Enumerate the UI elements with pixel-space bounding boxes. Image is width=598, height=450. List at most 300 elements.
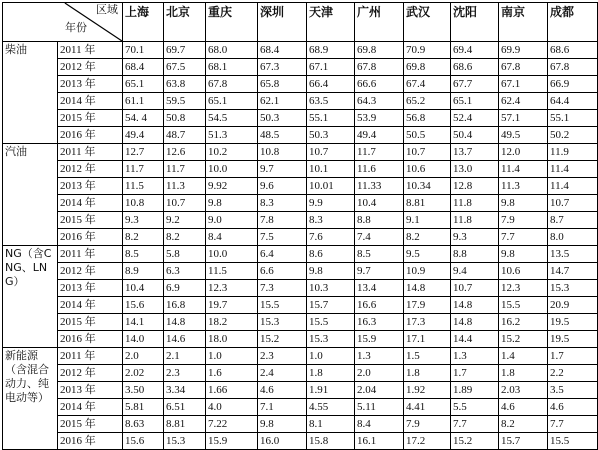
value-cell: 67.3 — [258, 59, 307, 76]
value-cell: 70.1 — [123, 42, 164, 59]
value-cell: 8.2 — [164, 229, 206, 246]
table-row — [3, 127, 598, 144]
value-cell: 63.5 — [307, 93, 355, 110]
value-cell: 8.4 — [206, 229, 258, 246]
value-cell: 9.4 — [451, 263, 499, 280]
value-cell: 1.91 — [307, 382, 355, 399]
value-cell: 57.1 — [499, 110, 548, 127]
value-cell: 14.6 — [164, 331, 206, 348]
value-cell: 69.7 — [164, 42, 206, 59]
value-cell: 15.9 — [206, 433, 258, 450]
value-cell: 48.7 — [164, 127, 206, 144]
value-cell: 1.4 — [499, 348, 548, 365]
year-cell: 2012 年 — [58, 59, 123, 76]
value-cell: 1.8 — [307, 365, 355, 382]
value-cell: 9.8 — [258, 416, 307, 433]
value-cell: 14.8 — [451, 297, 499, 314]
value-cell: 5.11 — [355, 399, 404, 416]
value-cell: 10.7 — [404, 144, 451, 161]
value-cell: 8.81 — [404, 195, 451, 212]
value-cell: 8.8 — [355, 212, 404, 229]
table-row — [3, 399, 598, 416]
value-cell: 8.63 — [123, 416, 164, 433]
value-cell: 69.4 — [451, 42, 499, 59]
value-cell: 14.4 — [451, 331, 499, 348]
value-cell: 1.7 — [548, 348, 598, 365]
value-cell: 8.2 — [123, 229, 164, 246]
year-cell: 2015 年 — [58, 110, 123, 127]
year-cell: 2011 年 — [58, 144, 123, 161]
value-cell: 8.5 — [123, 246, 164, 263]
value-cell: 16.6 — [355, 297, 404, 314]
value-cell: 6.3 — [164, 263, 206, 280]
value-cell: 50.3 — [307, 127, 355, 144]
value-cell: 1.3 — [451, 348, 499, 365]
value-cell: 7.7 — [451, 416, 499, 433]
value-cell: 17.3 — [404, 314, 451, 331]
year-cell: 2011 年 — [58, 246, 123, 263]
value-cell: 10.0 — [206, 161, 258, 178]
value-cell: 66.9 — [548, 76, 598, 93]
value-cell: 48.5 — [258, 127, 307, 144]
value-cell: 8.4 — [355, 416, 404, 433]
value-cell: 10.6 — [404, 161, 451, 178]
value-cell: 1.8 — [499, 365, 548, 382]
value-cell: 65.1 — [206, 93, 258, 110]
corner-label-region: 区域 — [96, 3, 118, 16]
fuel-category-label: 柴油 — [3, 42, 58, 144]
value-cell: 50.4 — [451, 127, 499, 144]
table-row — [3, 263, 598, 280]
value-cell: 11.7 — [164, 161, 206, 178]
table-row — [3, 178, 598, 195]
value-cell: 1.92 — [404, 382, 451, 399]
value-cell: 12.3 — [499, 280, 548, 297]
value-cell: 8.8 — [451, 246, 499, 263]
value-cell: 67.7 — [451, 76, 499, 93]
value-cell: 59.5 — [164, 93, 206, 110]
value-cell: 12.6 — [164, 144, 206, 161]
value-cell: 1.0 — [307, 348, 355, 365]
value-cell: 15.5 — [307, 314, 355, 331]
value-cell: 70.9 — [404, 42, 451, 59]
value-cell: 20.9 — [548, 297, 598, 314]
table-row — [3, 76, 598, 93]
value-cell: 7.7 — [499, 229, 548, 246]
value-cell: 5.5 — [451, 399, 499, 416]
value-cell: 6.6 — [258, 263, 307, 280]
value-cell: 5.8 — [164, 246, 206, 263]
value-cell: 9.92 — [206, 178, 258, 195]
data-table-container — [2, 2, 598, 450]
value-cell: 1.66 — [206, 382, 258, 399]
value-cell: 2.3 — [164, 365, 206, 382]
value-cell: 13.7 — [451, 144, 499, 161]
value-cell: 9.2 — [164, 212, 206, 229]
value-cell: 7.22 — [206, 416, 258, 433]
table-row — [3, 110, 598, 127]
value-cell: 49.4 — [355, 127, 404, 144]
value-cell: 6.4 — [258, 246, 307, 263]
value-cell: 53.9 — [355, 110, 404, 127]
value-cell: 68.4 — [258, 42, 307, 59]
value-cell: 2.02 — [123, 365, 164, 382]
value-cell: 67.5 — [164, 59, 206, 76]
value-cell: 1.6 — [206, 365, 258, 382]
value-cell: 11.33 — [355, 178, 404, 195]
value-cell: 10.7 — [548, 195, 598, 212]
year-cell: 2012 年 — [58, 365, 123, 382]
value-cell: 9.8 — [206, 195, 258, 212]
year-cell: 2016 年 — [58, 331, 123, 348]
year-cell: 2016 年 — [58, 229, 123, 246]
value-cell: 10.0 — [206, 246, 258, 263]
table-row — [3, 348, 598, 365]
value-cell: 7.9 — [404, 416, 451, 433]
city-header: 重庆 — [206, 3, 258, 42]
value-cell: 10.7 — [307, 144, 355, 161]
value-cell: 9.1 — [404, 212, 451, 229]
value-cell: 68.4 — [123, 59, 164, 76]
value-cell: 62.4 — [499, 93, 548, 110]
value-cell: 65.2 — [404, 93, 451, 110]
city-header: 北京 — [164, 3, 206, 42]
value-cell: 7.6 — [307, 229, 355, 246]
value-cell: 9.7 — [355, 263, 404, 280]
table-row — [3, 144, 598, 161]
value-cell: 10.4 — [355, 195, 404, 212]
table-row — [3, 195, 598, 212]
table-body — [3, 42, 598, 450]
value-cell: 8.3 — [258, 195, 307, 212]
value-cell: 9.8 — [499, 195, 548, 212]
value-cell: 10.6 — [499, 263, 548, 280]
value-cell: 11.7 — [123, 161, 164, 178]
value-cell: 4.0 — [206, 399, 258, 416]
year-cell: 2011 年 — [58, 348, 123, 365]
value-cell: 4.41 — [404, 399, 451, 416]
value-cell: 8.2 — [499, 416, 548, 433]
value-cell: 15.7 — [499, 433, 548, 450]
value-cell: 52.4 — [451, 110, 499, 127]
value-cell: 11.5 — [206, 263, 258, 280]
value-cell: 13.0 — [451, 161, 499, 178]
city-header: 沈阳 — [451, 3, 499, 42]
table-row — [3, 314, 598, 331]
value-cell: 8.5 — [355, 246, 404, 263]
value-cell: 55.1 — [548, 110, 598, 127]
value-cell: 10.7 — [164, 195, 206, 212]
value-cell: 12.0 — [499, 144, 548, 161]
value-cell: 15.3 — [307, 331, 355, 348]
city-header: 武汉 — [404, 3, 451, 42]
value-cell: 15.2 — [258, 331, 307, 348]
year-cell: 2015 年 — [58, 416, 123, 433]
table-row — [3, 212, 598, 229]
value-cell: 69.9 — [499, 42, 548, 59]
table-row — [3, 280, 598, 297]
corner-header-cell — [3, 3, 123, 42]
value-cell: 10.3 — [307, 280, 355, 297]
value-cell: 8.1 — [307, 416, 355, 433]
value-cell: 67.4 — [404, 76, 451, 93]
value-cell: 9.8 — [499, 246, 548, 263]
value-cell: 9.8 — [307, 263, 355, 280]
value-cell: 6.51 — [164, 399, 206, 416]
value-cell: 10.8 — [258, 144, 307, 161]
value-cell: 50.2 — [548, 127, 598, 144]
value-cell: 3.34 — [164, 382, 206, 399]
value-cell: 17.2 — [404, 433, 451, 450]
value-cell: 8.0 — [548, 229, 598, 246]
value-cell: 16.1 — [355, 433, 404, 450]
value-cell: 8.81 — [164, 416, 206, 433]
fuel-category-label: NG（含CNG、LNG） — [3, 246, 58, 348]
value-cell: 2.3 — [258, 348, 307, 365]
value-cell: 15.2 — [451, 433, 499, 450]
value-cell: 15.5 — [258, 297, 307, 314]
value-cell: 2.1 — [164, 348, 206, 365]
value-cell: 65.8 — [258, 76, 307, 93]
value-cell: 67.1 — [499, 76, 548, 93]
city-header: 天津 — [307, 3, 355, 42]
value-cell: 64.4 — [548, 93, 598, 110]
city-header: 广州 — [355, 3, 404, 42]
city-header: 深圳 — [258, 3, 307, 42]
value-cell: 19.7 — [206, 297, 258, 314]
value-cell: 14.0 — [123, 331, 164, 348]
value-cell: 2.2 — [548, 365, 598, 382]
value-cell: 12.3 — [206, 280, 258, 297]
value-cell: 65.1 — [123, 76, 164, 93]
value-cell: 12.7 — [123, 144, 164, 161]
value-cell: 7.3 — [258, 280, 307, 297]
value-cell: 3.5 — [548, 382, 598, 399]
value-cell: 10.1 — [307, 161, 355, 178]
value-cell: 8.9 — [123, 263, 164, 280]
year-cell: 2015 年 — [58, 212, 123, 229]
value-cell: 15.3 — [164, 433, 206, 450]
value-cell: 10.2 — [206, 144, 258, 161]
value-cell: 17.1 — [404, 331, 451, 348]
value-cell: 68.0 — [206, 42, 258, 59]
year-cell: 2015 年 — [58, 314, 123, 331]
value-cell: 69.8 — [404, 59, 451, 76]
value-cell: 9.3 — [451, 229, 499, 246]
year-cell: 2012 年 — [58, 161, 123, 178]
year-cell: 2014 年 — [58, 93, 123, 110]
value-cell: 14.1 — [123, 314, 164, 331]
value-cell: 15.5 — [548, 433, 598, 450]
value-cell: 50.3 — [258, 110, 307, 127]
table-row — [3, 382, 598, 399]
table-row — [3, 59, 598, 76]
value-cell: 5.81 — [123, 399, 164, 416]
year-cell: 2013 年 — [58, 76, 123, 93]
value-cell: 68.6 — [548, 42, 598, 59]
value-cell: 8.3 — [307, 212, 355, 229]
value-cell: 1.8 — [404, 365, 451, 382]
value-cell: 10.9 — [404, 263, 451, 280]
year-cell: 2014 年 — [58, 297, 123, 314]
value-cell: 10.8 — [123, 195, 164, 212]
value-cell: 11.7 — [355, 144, 404, 161]
value-cell: 1.89 — [451, 382, 499, 399]
value-cell: 62.1 — [258, 93, 307, 110]
header-row — [3, 3, 598, 42]
value-cell: 2.4 — [258, 365, 307, 382]
value-cell: 9.6 — [258, 178, 307, 195]
fuel-share-table — [2, 2, 598, 450]
value-cell: 11.8 — [451, 195, 499, 212]
value-cell: 10.7 — [451, 280, 499, 297]
value-cell: 15.3 — [258, 314, 307, 331]
value-cell: 13.4 — [355, 280, 404, 297]
value-cell: 56.8 — [404, 110, 451, 127]
value-cell: 9.9 — [307, 195, 355, 212]
value-cell: 7.7 — [548, 416, 598, 433]
value-cell: 9.7 — [258, 161, 307, 178]
value-cell: 10.01 — [307, 178, 355, 195]
value-cell: 18.2 — [206, 314, 258, 331]
value-cell: 19.5 — [548, 314, 598, 331]
value-cell: 18.0 — [206, 331, 258, 348]
value-cell: 67.8 — [499, 59, 548, 76]
value-cell: 64.3 — [355, 93, 404, 110]
value-cell: 19.5 — [548, 331, 598, 348]
year-cell: 2016 年 — [58, 127, 123, 144]
value-cell: 16.0 — [258, 433, 307, 450]
value-cell: 13.5 — [548, 246, 598, 263]
value-cell: 11.4 — [548, 178, 598, 195]
value-cell: 67.8 — [548, 59, 598, 76]
value-cell: 54.5 — [206, 110, 258, 127]
value-cell: 10.34 — [404, 178, 451, 195]
fuel-category-label: 汽油 — [3, 144, 58, 246]
value-cell: 65.1 — [451, 93, 499, 110]
value-cell: 1.7 — [451, 365, 499, 382]
value-cell: 15.8 — [307, 433, 355, 450]
table-row — [3, 42, 598, 59]
value-cell: 68.1 — [206, 59, 258, 76]
value-cell: 11.3 — [164, 178, 206, 195]
value-cell: 1.5 — [404, 348, 451, 365]
value-cell: 10.4 — [123, 280, 164, 297]
value-cell: 7.1 — [258, 399, 307, 416]
value-cell: 12.8 — [451, 178, 499, 195]
value-cell: 7.5 — [258, 229, 307, 246]
table-row — [3, 161, 598, 178]
table-row — [3, 229, 598, 246]
fuel-category-label: 新能源（含混合动力、纯电动等） — [3, 348, 58, 450]
value-cell: 11.4 — [499, 161, 548, 178]
value-cell: 3.50 — [123, 382, 164, 399]
value-cell: 15.7 — [307, 297, 355, 314]
value-cell: 2.04 — [355, 382, 404, 399]
table-row — [3, 433, 598, 450]
table-row — [3, 297, 598, 314]
value-cell: 16.3 — [355, 314, 404, 331]
value-cell: 9.3 — [123, 212, 164, 229]
value-cell: 68.6 — [451, 59, 499, 76]
year-cell: 2013 年 — [58, 178, 123, 195]
value-cell: 17.9 — [404, 297, 451, 314]
value-cell: 4.6 — [548, 399, 598, 416]
value-cell: 49.4 — [123, 127, 164, 144]
value-cell: 15.6 — [123, 297, 164, 314]
value-cell: 11.9 — [548, 144, 598, 161]
value-cell: 69.8 — [355, 42, 404, 59]
year-cell: 2013 年 — [58, 382, 123, 399]
value-cell: 16.2 — [499, 314, 548, 331]
value-cell: 67.1 — [307, 59, 355, 76]
value-cell: 11.4 — [548, 161, 598, 178]
year-cell: 2016 年 — [58, 433, 123, 450]
value-cell: 61.1 — [123, 93, 164, 110]
value-cell: 50.5 — [404, 127, 451, 144]
value-cell: 11.3 — [499, 178, 548, 195]
value-cell: 4.55 — [307, 399, 355, 416]
value-cell: 14.8 — [451, 314, 499, 331]
value-cell: 1.0 — [206, 348, 258, 365]
table-row — [3, 331, 598, 348]
value-cell: 55.1 — [307, 110, 355, 127]
value-cell: 16.8 — [164, 297, 206, 314]
value-cell: 2.0 — [123, 348, 164, 365]
value-cell: 8.7 — [548, 212, 598, 229]
table-row — [3, 365, 598, 382]
value-cell: 68.9 — [307, 42, 355, 59]
value-cell: 8.2 — [404, 229, 451, 246]
value-cell: 4.6 — [258, 382, 307, 399]
table-row — [3, 93, 598, 110]
year-cell: 2014 年 — [58, 399, 123, 416]
value-cell: 6.9 — [164, 280, 206, 297]
value-cell: 50.8 — [164, 110, 206, 127]
corner-label-year: 年份 — [65, 21, 87, 34]
value-cell: 11.8 — [451, 212, 499, 229]
city-header: 成都 — [548, 3, 598, 42]
value-cell: 11.5 — [123, 178, 164, 195]
value-cell: 4.6 — [499, 399, 548, 416]
value-cell: 15.5 — [499, 297, 548, 314]
value-cell: 8.6 — [307, 246, 355, 263]
value-cell: 7.4 — [355, 229, 404, 246]
value-cell: 1.3 — [355, 348, 404, 365]
city-header: 南京 — [499, 3, 548, 42]
year-cell: 2012 年 — [58, 263, 123, 280]
value-cell: 9.0 — [206, 212, 258, 229]
value-cell: 11.6 — [355, 161, 404, 178]
value-cell: 14.7 — [548, 263, 598, 280]
year-cell: 2014 年 — [58, 195, 123, 212]
city-header: 上海 — [123, 3, 164, 42]
table-row — [3, 246, 598, 263]
value-cell: 63.8 — [164, 76, 206, 93]
value-cell: 15.9 — [355, 331, 404, 348]
table-row — [3, 416, 598, 433]
value-cell: 67.8 — [206, 76, 258, 93]
value-cell: 15.2 — [499, 331, 548, 348]
value-cell: 14.8 — [164, 314, 206, 331]
value-cell: 2.0 — [355, 365, 404, 382]
value-cell: 14.8 — [404, 280, 451, 297]
value-cell: 67.8 — [355, 59, 404, 76]
value-cell: 15.6 — [123, 433, 164, 450]
value-cell: 7.9 — [499, 212, 548, 229]
value-cell: 51.3 — [206, 127, 258, 144]
value-cell: 2.03 — [499, 382, 548, 399]
